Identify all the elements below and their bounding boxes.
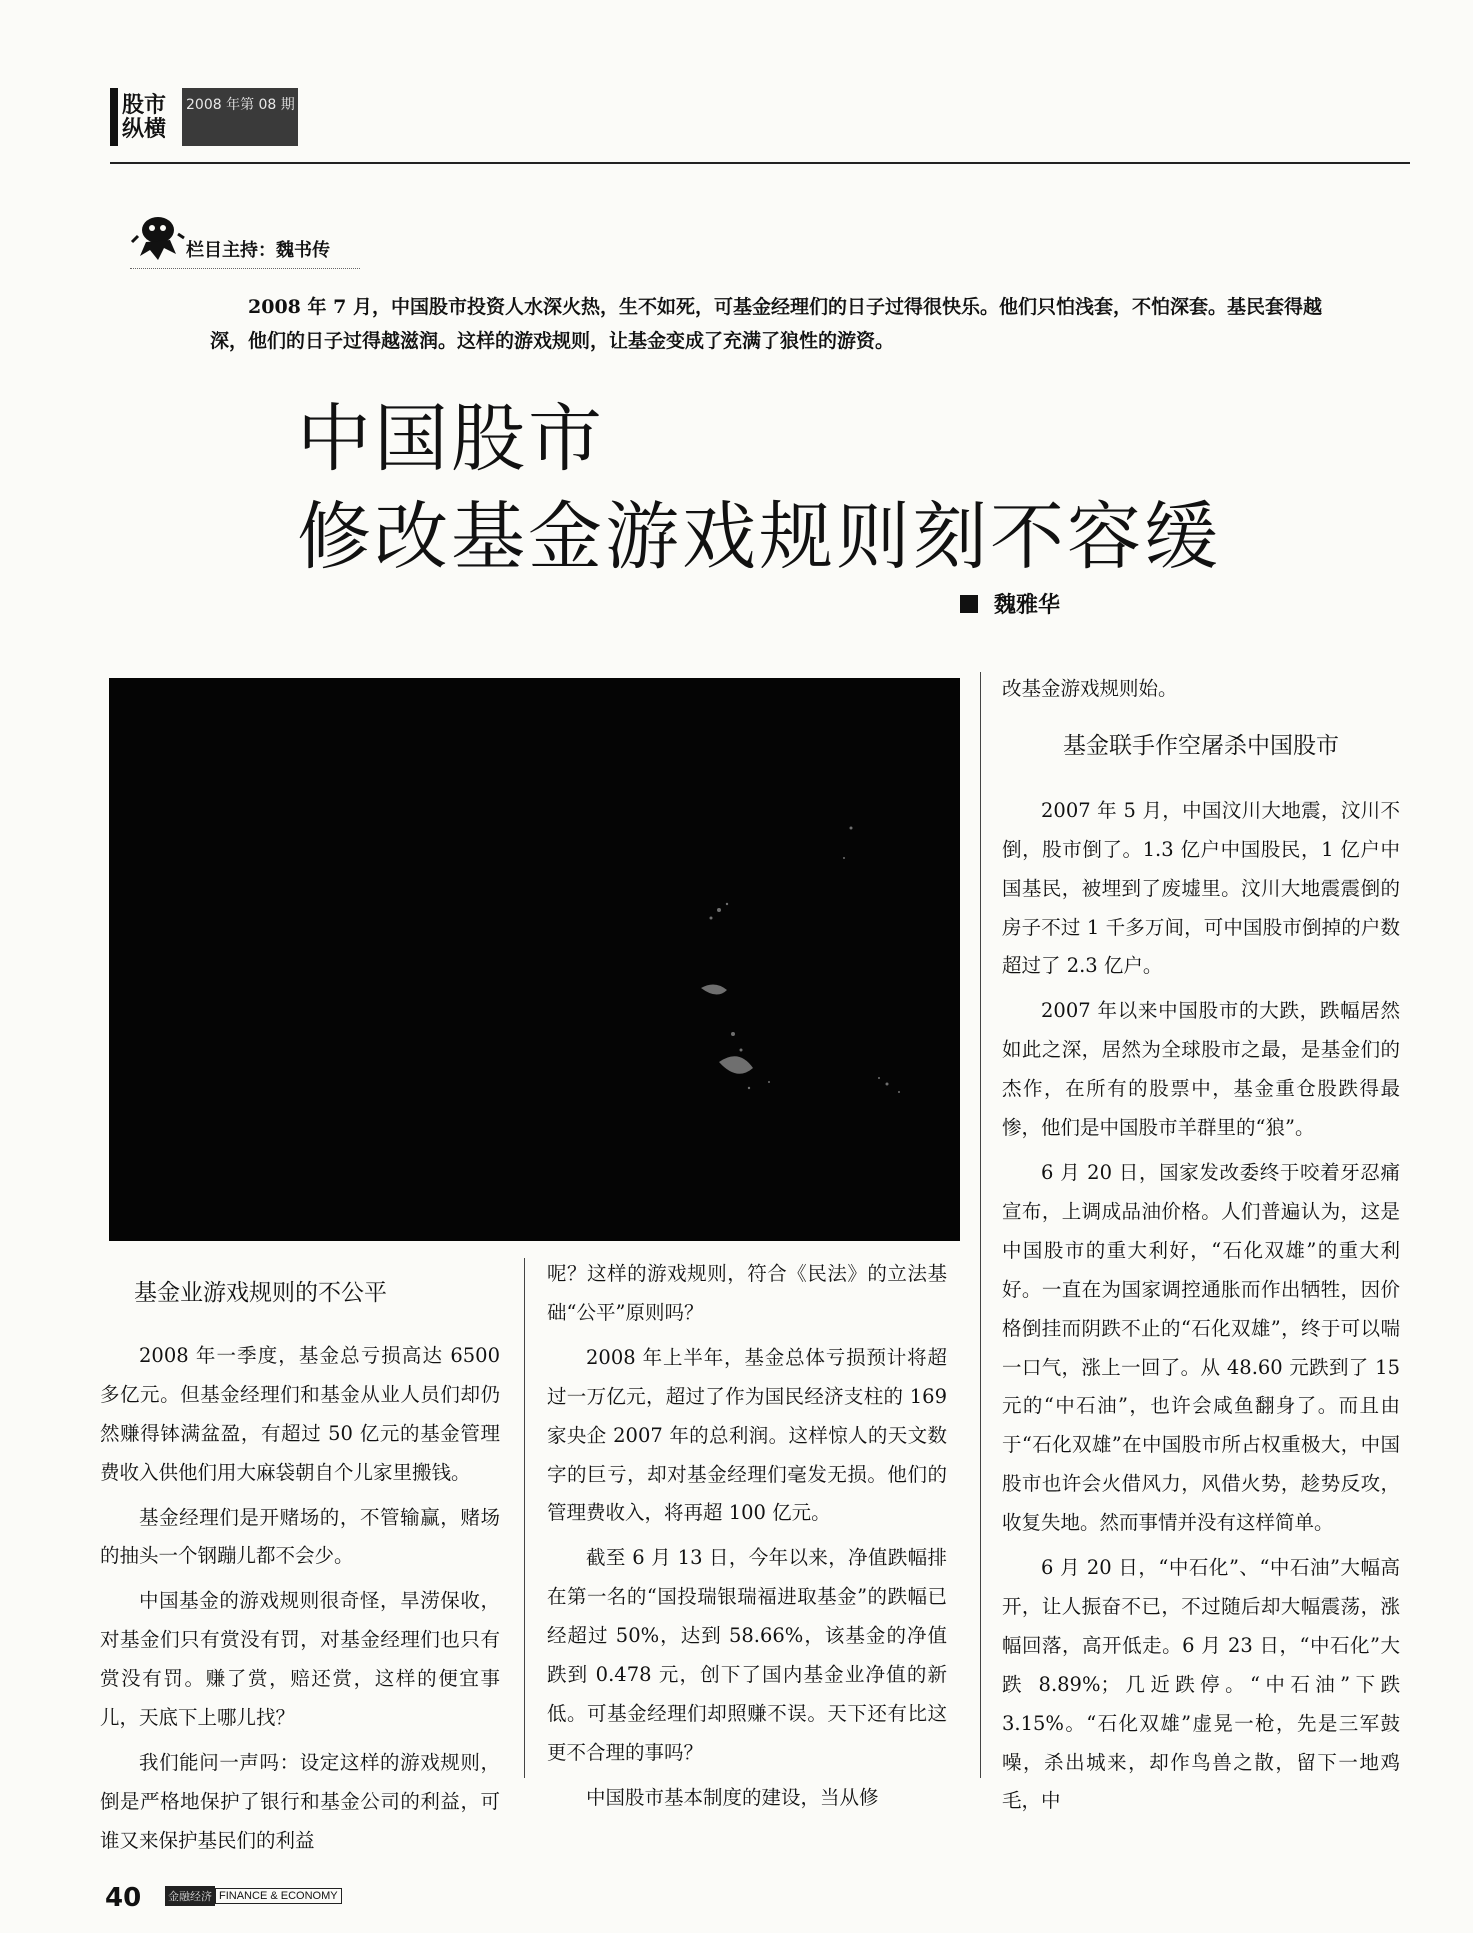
article-title-line1: 中国股市 — [297, 396, 605, 482]
column-1 — [100, 1262, 500, 1867]
column-2 — [547, 1255, 947, 1824]
magazine-brand — [165, 1886, 342, 1906]
paragraph: 2008 年一季度，基金总亏损高达 6500 多亿元。但基金经理们和基金从业人员们却仍然赚得钵满盆盈，有超过 50 亿元的基金管理费收入供他们用大麻袋朝自个儿家里搬钱。 — [100, 1343, 500, 1484]
author-name: 魏雅华 — [994, 592, 1061, 618]
paragraph: 2008 年上半年，基金总体亏损预计将超过一万亿元，超过了作为国民经济支柱的 169 家央企 2007 年的总利润。这样惊人的天文数字的巨亏，却对基金经理们毫发无损。他们的管理费收入，将再超 100 亿元。 — [547, 1345, 947, 1525]
paragraph: 2007 年以来中国股市的大跌，跌幅居然如此之深，居然为全球股市之最，是基金们的杰作，在所有的股票中，基金重仓股跌得最惨，他们是中国股市羊群里的“狼”。 — [1002, 999, 1400, 1140]
header-divider — [110, 162, 1410, 164]
paragraph: 中国股市基本制度的建设，当从修 — [586, 1785, 879, 1809]
lead-paragraph: 2008 年 7 月，中国股市投资人水深火热，生不如死，可基金经理们的日子过得很快乐。他们只怕浅套，不怕深套。基民套得越深，他们的日子过得越滋润。这样的游戏规则，让基金变成了充满了狼性的游资。 — [210, 296, 1322, 352]
section-header — [110, 88, 298, 146]
host-divider — [130, 268, 360, 269]
column-host: 栏目主持：魏书传 — [186, 240, 330, 261]
paragraph: 中国基金的游戏规则很奇怪，旱涝保收，对基金们只有赏没有罚，对基金经理们也只有赏没有罚。赚了赏，赔还赏，这样的便宜事儿，天底下上哪儿找？ — [100, 1589, 500, 1730]
article-title-line2: 修改基金游戏规则刻不容缓 — [297, 494, 1221, 580]
page-number: 40 — [105, 1883, 142, 1913]
column-divider — [980, 672, 981, 1778]
section-heading-fund-short-selling: 基金联手作空屠杀中国股市 — [1063, 732, 1339, 759]
paragraph-continuation: 呢？这样的游戏规则，符合《民法》的立法基础“公平”原则吗？ — [547, 1262, 947, 1324]
issue-label: 2008 年第 08 期 — [186, 97, 295, 113]
section-name-line2: 纵横 — [122, 116, 167, 142]
paragraph-continuation: 改基金游戏规则始。 — [1002, 677, 1178, 700]
byline-square-icon — [960, 595, 978, 613]
paragraph: 2007 年 5 月，中国汶川大地震，汶川不倒，股市倒了。1.3 亿户中国股民，1 亿户中国基民，被埋到了废墟里。汶川大地震震倒的房子不过 1 千多万间，可中国股市倒掉的户数超过了 2.3 亿户。 — [1002, 798, 1400, 978]
paragraph: 截至 6 月 13 日，今年以来，净值跌幅排在第一名的“国投瑞银瑞福进取基金”的跌幅已经超过 50%，达到 58.66%，该基金的净值跌到 0.478 元，创下了国内基金业净值的新低。可基金经理们却照赚不误。天下还有比这更不合理的事吗？ — [547, 1546, 947, 1764]
byline — [960, 588, 1060, 619]
paragraph: 我们能问一声吗：设定这样的游戏规则，倒是严格地保护了银行和基金公司的利益，可谁又来保护基民们的利益 — [100, 1750, 500, 1852]
paragraph: 基金经理们是开赌场的，不管输赢，赌场的抽头一个钢蹦儿都不会少。 — [100, 1505, 500, 1568]
article-photo — [109, 678, 960, 1241]
cartoon-mascot-icon — [130, 212, 186, 264]
paragraph: 6 月 20 日，“中石化”、“中石油”大幅高开，让人振奋不已，不过随后却大幅震荡，涨幅回落，高开低走。6 月 23 日，“中石化”大跌 8.89%；几近跌停。“中石油”下跌 3.15%。“石化双雄”虚晃一枪，先是三军鼓噪，杀出城来，却作鸟兽之散，留下一地鸡毛，中 — [1002, 1556, 1400, 1813]
section-name-line1: 股市 — [122, 92, 167, 118]
brand-english: FINANCE & ECONOMY — [215, 1888, 342, 1904]
paragraph: 6 月 20 日，国家发改委终于咬着牙忍痛宣布，上调成品油价格。人们普遍认为，这是中国股市的重大利好，“石化双雄”的重大利好。一直在为国家调控通胀而作出牺牲，因价格倒挂而阴跌不止的“石化双雄”，终于可以喘一口气，涨上一回了。从 48.60 元跌到了 15 元的“中石油”，也许会咸鱼翻身了。而且由于“石化双雄”在中国股市所占权重极大，中国股市也许会火借风力，风借火势，趁势反攻，收复失地。然而事情并没有这样简单。 — [1002, 1160, 1400, 1535]
section-name — [110, 88, 182, 146]
brand-chinese: 金融经济 — [165, 1886, 215, 1906]
column-3 — [1002, 670, 1400, 1827]
column-divider — [524, 1258, 525, 1778]
section-heading-unfair-rules: 基金业游戏规则的不公平 — [134, 1280, 387, 1306]
